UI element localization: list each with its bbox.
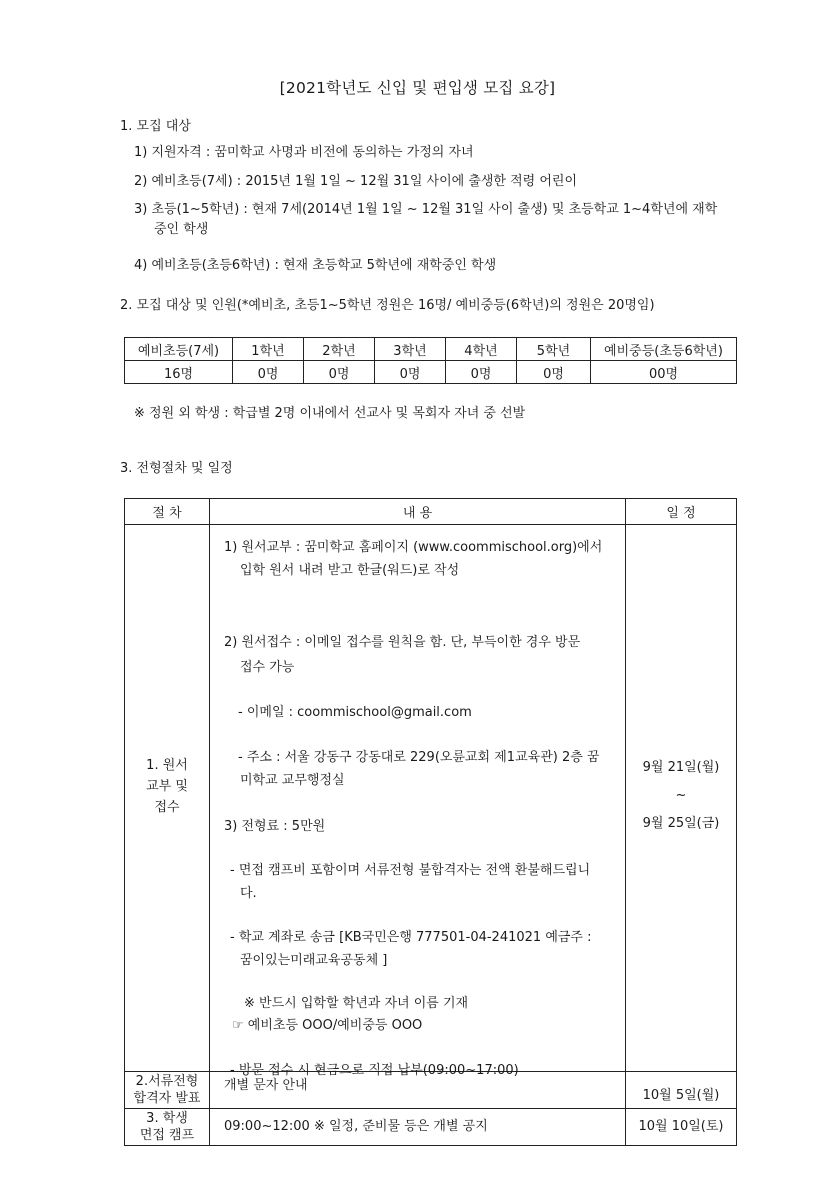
procedure-header-cell: 일 정 [626, 499, 737, 525]
date-line: ~ [675, 788, 687, 803]
step-line: 1. 원서 [146, 757, 188, 773]
date-line: 10월 5일(월) [642, 1088, 720, 1103]
quota-value-cell: 16명 [125, 361, 233, 384]
quota-value-cell: 0명 [233, 361, 304, 384]
quota-header-cell: 예비초등(7세) [125, 338, 233, 361]
content-line: - 학교 계좌로 송금 [KB국민은행 777501-04-241021 예금주 : [230, 930, 592, 945]
section1-item-4: 4) 예비초등(초등6학년) : 현재 초등학교 5학년에 재학중인 학생 [134, 258, 497, 273]
step-line: 교부 및 [146, 778, 188, 794]
document-title: [2021학년도 신입 및 편입생 모집 요강] [279, 79, 556, 97]
content-line: 입학 원서 내려 받고 한글(워드)로 작성 [240, 563, 460, 578]
section2-heading: 2. 모집 대상 및 인원(*예비초, 초등1~5학년 정원은 16명/ 예비중등(6학년)의 정원은 20명임) [120, 298, 655, 313]
date-line: 9월 21일(월) [642, 760, 720, 775]
content-line: - 주소 : 서울 강동구 강동대로 229(오륜교회 제1교육관) 2층 꿈 [238, 750, 600, 765]
step-line: 합격자 발표 [133, 1091, 201, 1106]
quota-header-row [125, 338, 737, 361]
quota-value-cell: 0명 [446, 361, 517, 384]
content-line: 09:00~12:00 ※ 일정, 준비물 등은 개별 공지 [224, 1119, 488, 1134]
quota-header-cell: 1학년 [233, 338, 304, 361]
procedure-table [124, 498, 737, 1146]
procedure-content-cell [210, 525, 626, 1078]
quota-table [124, 337, 737, 384]
procedure-row [125, 1109, 737, 1146]
section1-item-1: 1) 지원자격 : 꿈미학교 사명과 비전에 동의하는 가정의 자녀 [134, 145, 474, 160]
content-line: 미학교 교무행정실 [240, 773, 345, 788]
quota-value-cell: 0명 [517, 361, 591, 384]
procedure-step-cell [125, 1072, 210, 1109]
content-line: 개별 문자 안내 [224, 1078, 308, 1093]
section1-item-3-cont: 중인 학생 [154, 222, 209, 237]
section2-note: ※ 정원 외 학생 : 학급별 2명 이내에서 선교사 및 목회자 자녀 중 선발 [134, 406, 526, 421]
section1-item-2: 2) 예비초등(7세) : 2015년 1월 1일 ~ 12월 31일 사이에 출생한 적령 어린이 [134, 174, 578, 189]
section1-heading: 1. 모집 대상 [120, 119, 191, 134]
quota-header-cell: 4학년 [446, 338, 517, 361]
content-line: ☞ 예비초등 OOO/예비중등 OOO [232, 1018, 423, 1033]
step-line: 접수 [154, 799, 180, 815]
content-line: 꿈이있는미래교육공동체 ] [240, 953, 388, 968]
quota-header-cell: 2학년 [304, 338, 375, 361]
step-line: 3. 학생 [146, 1111, 188, 1126]
quota-value-cell: 0명 [304, 361, 375, 384]
procedure-header-row [125, 499, 737, 525]
section3-heading: 3. 전형절차 및 일정 [120, 461, 233, 476]
content-line: - 방문 접수 시 현금으로 직접 납부(09:00~17:00) [230, 1063, 519, 1078]
date-line: 10월 10일(토) [638, 1119, 724, 1134]
quota-header-cell: 5학년 [517, 338, 591, 361]
quota-value-cell: 00명 [591, 361, 737, 384]
content-line: - 면접 캠프비 포함이며 서류전형 불합격자는 전액 환불해드립니 [230, 863, 591, 878]
procedure-date-cell [626, 525, 737, 1072]
quota-header-cell: 예비중등(초등6학년) [591, 338, 737, 361]
content-line: 접수 가능 [240, 660, 295, 675]
content-line: - 이메일 : coommischool@gmail.com [238, 705, 472, 720]
content-line: 다. [240, 886, 257, 901]
procedure-header-cell: 절 차 [125, 499, 210, 525]
date-line: 9월 25일(금) [642, 816, 720, 831]
quota-header-cell: 3학년 [375, 338, 446, 361]
quota-value-row [125, 361, 737, 384]
procedure-date-cell [626, 1072, 737, 1109]
content-line: ※ 반드시 입학할 학년과 자녀 이름 기재 [244, 996, 469, 1011]
content-line: 3) 전형료 : 5만원 [224, 819, 326, 834]
content-line: 2) 원서접수 : 이메일 접수를 원칙을 함. 단, 부득이한 경우 방문 [224, 635, 581, 650]
procedure-step-cell [125, 525, 210, 1072]
procedure-step-cell [125, 1109, 210, 1146]
procedure-row [125, 525, 737, 1072]
procedure-header-cell: 내 용 [210, 499, 626, 525]
quota-value-cell: 0명 [375, 361, 446, 384]
step-line: 면접 캠프 [139, 1128, 195, 1143]
content-line: 1) 원서교부 : 꿈미학교 홈페이지 (www.coommischool.org)에서 [224, 540, 603, 555]
section1-item-3: 3) 초등(1~5학년) : 현재 7세(2014년 1월 1일 ~ 12월 31일 사이 출생) 및 초등학교 1~4학년에 재학 [134, 202, 718, 217]
procedure-date-cell [626, 1109, 737, 1146]
step-line: 2.서류전형 [135, 1074, 199, 1089]
procedure-content-cell [210, 1109, 626, 1146]
